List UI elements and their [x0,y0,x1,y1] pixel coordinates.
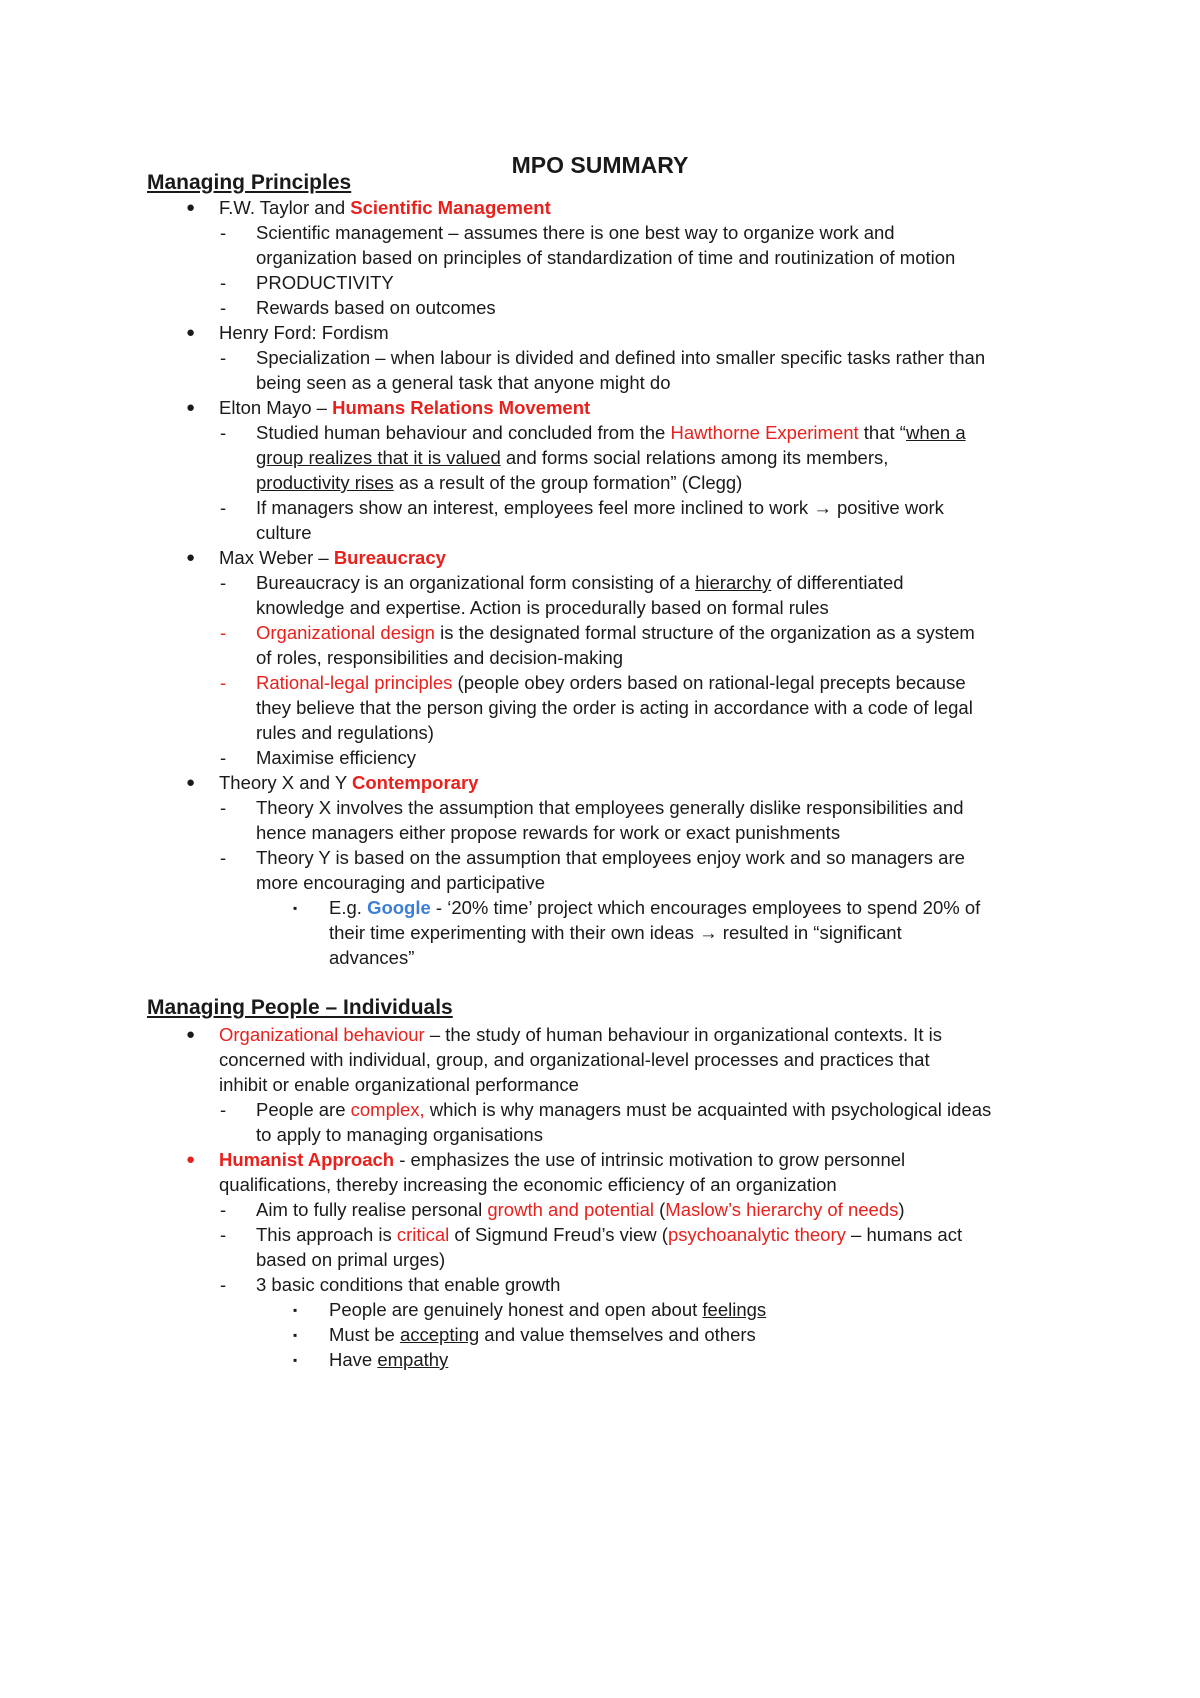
sub-item-text: PRODUCTIVITY [256,272,394,293]
square-marker: ▪ [293,1328,298,1342]
sub-item-text: Specialization – when labour is divided and defined into smaller specific tasks rather than [256,347,986,368]
sub-item-text: Aim to fully realise personal growth and potential (Maslow’s hierarchy of needs) [256,1199,905,1220]
arrow-icon: → [699,922,718,943]
list-item-humanist: Humanist Approach - emphasizes the use of intrinsic motivation to grow personnel [219,1149,906,1170]
sub-item-text: based on primal urges) [256,1249,446,1270]
list-item-text: inhibit or enable organizational performance [219,1074,579,1095]
dash-marker: - [220,497,227,518]
dash-marker: - [220,222,227,243]
sub-item-text: Scientific management – assumes there is one best way to organize work and [256,222,895,243]
dash-marker: - [220,347,227,368]
sub-item-text: hence managers either propose rewards for work or exact punishments [256,822,841,843]
sub-item-text: Studied human behaviour and concluded from the Hawthorne Experiment that “when a [256,422,966,443]
dash-marker: - [220,572,227,593]
section-heading-managing-people: Managing People – Individuals [147,996,453,1019]
arrow-icon: → [813,497,832,518]
dash-marker: - [220,622,227,643]
dash-marker: - [220,1224,227,1245]
dash-marker: - [220,1274,227,1295]
bullet-marker: ● [186,199,196,216]
list-item-ford: Henry Ford: Fordism [219,322,389,343]
sub-item-text: If managers show an interest, employees feel more inclined to work → positive work [256,497,944,518]
square-marker: ▪ [293,1303,298,1317]
bullet-marker: ● [186,399,196,416]
sub-sub-item-text: advances” [329,947,415,968]
document-title: MPO SUMMARY [511,152,689,178]
bullet-marker: ● [186,549,196,566]
sub-item-text: more encouraging and participative [256,872,545,893]
sub-item-text: culture [256,522,312,543]
sub-sub-item-text: People are genuinely honest and open about feelings [329,1299,767,1320]
dash-marker: - [220,1199,227,1220]
sub-sub-item-text: E.g. Google - ‘20% time’ project which encourages employees to spend 20% of [329,897,981,918]
bullet-marker: ● [186,324,196,341]
list-item-weber: Max Weber – Bureaucracy [219,547,446,568]
sub-item-text: Organizational design is the designated formal structure of the organization as a system [256,622,975,643]
list-item-theory: Theory X and Y Contemporary [219,772,479,793]
sub-sub-item-text: their time experimenting with their own ideas → resulted in “significant [329,922,902,943]
sub-item-text: 3 basic conditions that enable growth [256,1274,561,1295]
section-heading-managing-principles: Managing Principles [147,171,352,194]
sub-item-text: productivity rises as a result of the group formation” (Clegg) [256,472,743,493]
sub-item-text: Rational-legal principles (people obey orders based on rational-legal precepts because [256,672,966,693]
bullet-marker: ● [186,774,196,791]
sub-sub-item-text: Must be accepting and value themselves and others [329,1324,756,1345]
bullet-marker: ● [186,1026,196,1043]
dash-marker: - [220,797,227,818]
sub-item-text: of roles, responsibilities and decision-making [256,647,624,668]
sub-item-text: rules and regulations) [256,722,434,743]
sub-item-text: they believe that the person giving the order is acting in accordance with a code of legal [256,697,973,718]
square-marker: ▪ [293,901,298,915]
sub-item-text: group realizes that it is valued and forms social relations among its members, [256,447,889,468]
sub-item-text: People are complex, which is why managers must be acquainted with psychological ideas [256,1099,992,1120]
dash-marker: - [220,422,227,443]
list-item-taylor: F.W. Taylor and Scientific Management [219,197,551,218]
dash-marker: - [220,297,227,318]
square-marker: ▪ [293,1353,298,1367]
sub-item-text: knowledge and expertise. Action is procedurally based on formal rules [256,597,829,618]
dash-marker: - [220,747,227,768]
sub-item-text: to apply to managing organisations [256,1124,543,1145]
list-item-mayo: Elton Mayo – Humans Relations Movement [219,397,591,418]
sub-item-text: This approach is critical of Sigmund Freud’s view (psychoanalytic theory – humans act [256,1224,963,1245]
dash-marker: - [220,672,227,693]
sub-sub-item-text: Have empathy [329,1349,449,1370]
dash-marker: - [220,272,227,293]
list-item-text: qualifications, thereby increasing the economic efficiency of an organization [219,1174,837,1195]
dash-marker: - [220,847,227,868]
sub-item-text: Maximise efficiency [256,747,417,768]
sub-item-text: Theory X involves the assumption that employees generally dislike responsibilities and [256,797,964,818]
sub-item-text: Theory Y is based on the assumption that employees enjoy work and so managers are [256,847,965,868]
sub-item-text: being seen as a general task that anyone might do [256,372,671,393]
sub-item-text: Bureaucracy is an organizational form consisting of a hierarchy of differentiated [256,572,904,593]
sub-item-text: organization based on principles of standardization of time and routinization of motion [256,247,956,268]
bullet-marker: ● [186,1151,196,1168]
sub-item-text: Rewards based on outcomes [256,297,496,318]
list-item-text: concerned with individual, group, and organizational-level processes and practices that [219,1049,930,1070]
dash-marker: - [220,1099,227,1120]
list-item-ob: Organizational behaviour – the study of human behaviour in organizational contexts. It is [219,1024,942,1045]
